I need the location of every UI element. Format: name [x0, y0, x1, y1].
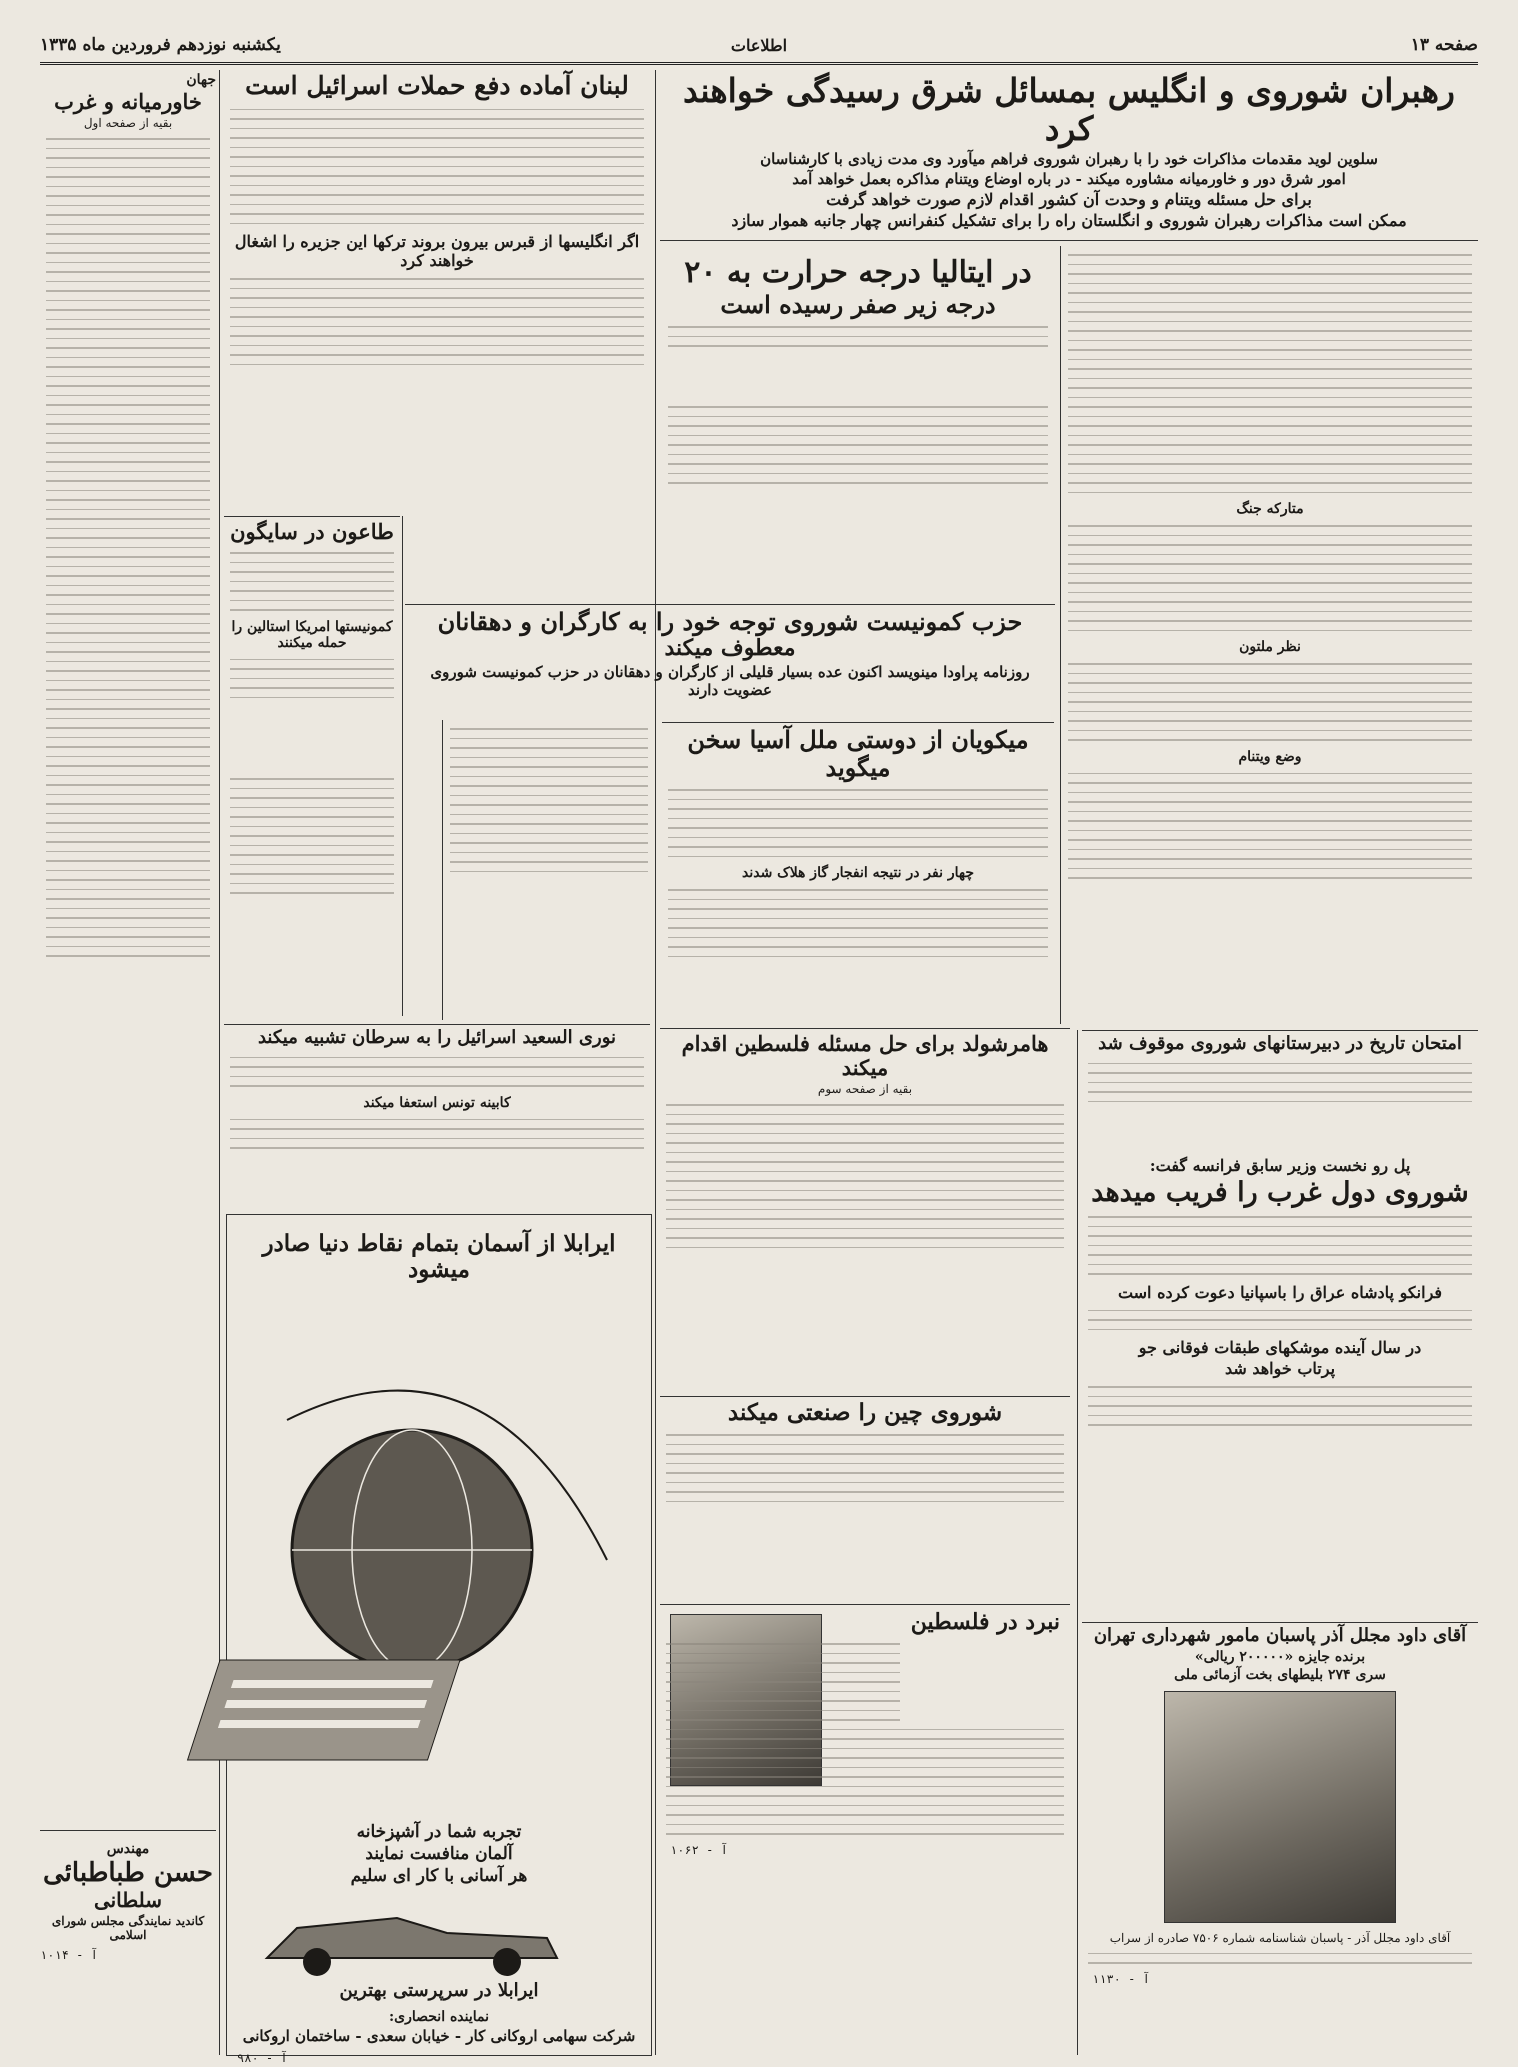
mikoyan-story: [662, 726, 1054, 1022]
plague-story: [224, 520, 400, 770]
exams-story: [1082, 1034, 1478, 1154]
ad-brand-slogan: ایرابلا از آسمان بتمام نقاط دنیا صادر میشود: [262, 1230, 616, 1284]
candidate-note: کاندید نمایندگی مجلس شورای اسلامی: [51, 1913, 205, 1942]
paper-name: اطلاعات: [730, 35, 788, 55]
palestine-code: آ - ۱۰۶۲: [670, 1842, 728, 1857]
italy-headline: در ایتالیا درجه حرارت به ۲۰: [684, 255, 1032, 290]
article-text: [1088, 1310, 1472, 1331]
car-illustration: [227, 1888, 651, 1978]
pinay-kicker: پل رو نخست وزیر سابق فرانسه گفت:: [1149, 1156, 1411, 1175]
palestine-headline: نبرد در فلسطین: [910, 1609, 1060, 1635]
article-text: [1088, 1386, 1472, 1426]
article-text: [230, 109, 644, 225]
subhead-vietnam: وضع ویتنام: [1238, 748, 1302, 765]
gas-explosion-headline: چهار نفر در نتیجه انفجار گاز هلاک شدند: [741, 865, 975, 882]
china-headline: شوروی چین را صنعتی میکند: [727, 1399, 1003, 1426]
article-text: [230, 278, 644, 365]
plague-headline: طاعون در سایگون: [230, 519, 394, 544]
article-text: [1068, 254, 1472, 493]
article-text: [1088, 1063, 1472, 1103]
main-headline: رهبران شوروی و انگلیس بمسائل شرق رسیدگی خواهند کرد: [683, 71, 1455, 148]
exams-headline: امتحان تاریخ در دبیرستانهای شوروی موقوف شد: [1098, 1033, 1462, 1054]
article-column: [224, 770, 400, 1020]
party-headline-2: معطوف میکند: [664, 634, 796, 661]
ad-agent: شرکت سهامی اروکانی کار - خیابان سعدی - ساختمان اروکانی: [242, 2026, 636, 2045]
hammarskjold-dateline: بقیه از صفحه سوم: [817, 1082, 913, 1097]
column-divider: [655, 70, 656, 2055]
party-headline: حزب کمونیست شوروی توجه خود را به کارگران و دهقانان: [437, 607, 1023, 636]
communists-headline: کمونیستها امریکا استالین را حمله میکنند: [231, 618, 393, 651]
subhead-opinion: نظر ملتون: [1239, 639, 1301, 655]
ad-slogan-1: تجربه شما در آشپزخانه: [356, 1821, 522, 1842]
party-body: [444, 720, 654, 1020]
header-rule: [40, 62, 1478, 65]
main-deck-2: امور شرق دور و خاورمیانه مشاوره میکند - در باره اوضاع ویتنام مذاکره بعمل خواهد آمد: [792, 169, 1346, 188]
jahan-column: [40, 70, 216, 2055]
article-text: [1068, 525, 1472, 631]
winner-photo: [1164, 1691, 1396, 1923]
article-text: [1088, 1216, 1472, 1275]
ad-slogan-4: ایرابلا در سرپرستی بهترین: [339, 1979, 539, 2001]
lottery-caption: آقای داود مجلل آذر - پاسبان شناسنامه شماره ۷۵۰۶ صادره از سراب: [1109, 1930, 1451, 1945]
italy-subheadline: درجه زیر صفر رسیده است: [720, 289, 996, 319]
lottery-code: آ - ۱۱۳۰: [1092, 1971, 1150, 1986]
nuri-story: [224, 1028, 650, 1218]
main-deck-4: ممکن است مذاکرات رهبران شوروی و انگلستان راه را برای تشکیل کنفرانس چهار جانبه هموار سازد: [731, 210, 1407, 230]
ad-code: آ - ۹۸۰: [237, 2050, 288, 2065]
lottery-story: [1082, 1626, 1478, 2054]
issue-date: یکشنبه نوزدهم فروردین ماه ۱۳۳۵: [40, 35, 281, 55]
party-deck: روزنامه پراودا مینویسد اکنون عده بسیار قلیلی از کارگران و دهقانان در حزب کمونیست شوروی عضویت دارند: [430, 662, 1030, 699]
lottery-prize: برنده جایزه «۲۰۰۰۰۰ ریالی»: [1194, 1648, 1366, 1665]
column-divider: [1077, 1030, 1078, 2055]
palestine-story: [660, 1610, 1070, 2054]
hammarskjold-headline: هامرشولد برای حل مسئله فلسطین اقدام میکند: [681, 1031, 1049, 1081]
lebanon-headline: لبنان آماده دفع حملات اسرائیل است: [245, 71, 629, 100]
candidate-notice: [40, 1830, 216, 1962]
advertisement: [226, 1214, 652, 2065]
ad-agent-label: نماینده انحصاری:: [388, 2008, 490, 2025]
jahan-headline: خاورمیانه و غرب: [54, 89, 202, 114]
soviets-deceive-headline: شوروی دول غرب را فریب میدهد: [1091, 1177, 1469, 1208]
franco-headline: فرانکو پادشاه عراق را باسپانیا دعوت کرده است: [1117, 1282, 1443, 1302]
subhead-ceasefire: متارکه جنگ: [1236, 501, 1304, 517]
rockets-headline: در سال آینده موشکهای طبقات فوقانی جو: [1138, 1338, 1422, 1358]
ad-slogan-2: آلمان منافست نمایند: [365, 1843, 513, 1864]
article-text: [1068, 663, 1472, 741]
article-text: [230, 659, 394, 699]
page-header: [40, 32, 1478, 58]
article-text: [230, 552, 394, 611]
candidate-title: مهندس: [106, 1841, 150, 1857]
rockets-headline-2: پرتاب خواهد شد: [1224, 1359, 1336, 1379]
article-text: [666, 1104, 1064, 1248]
lebanon-story: [224, 72, 650, 512]
article-text: [1068, 773, 1472, 879]
party-story: [405, 608, 1055, 718]
main-story-body: [1062, 246, 1478, 1024]
bulganin-story: [1082, 1154, 1478, 1584]
article-text: [668, 326, 1048, 347]
lottery-headline: آقای داود مجلل آذر پاسبان مامور شهرداری تهران: [1093, 1625, 1467, 1646]
candidate-name: حسن طباطبائی: [43, 1858, 213, 1888]
globe-illustration: [227, 1300, 651, 1820]
article-text: [46, 138, 210, 957]
italy-story: [662, 248, 1054, 398]
lottery-series: سری ۲۷۴ بلیطهای بخت آزمائی ملی: [1174, 1666, 1386, 1683]
candidate-role: سلطانی: [93, 1887, 163, 1912]
article-text: [230, 1119, 644, 1149]
page-number: صفحه ۱۳: [1410, 35, 1478, 55]
tunisia-headline: کابینه تونس استعفا میکند: [363, 1094, 511, 1111]
main-deck-1: سلوین لوید مقدمات مذاکرات خود را با رهبران شوروی فراهم میآورد وی مدت زیادی با کارشناسان: [760, 149, 1378, 168]
article-text: [230, 1057, 644, 1087]
nuri-headline: نوری السعید اسرائیل را به سرطان تشبیه میکند: [257, 1027, 617, 1048]
article-text: [1088, 1953, 1472, 1964]
jahan-dateline: بقیه از صفحه اول: [83, 116, 173, 131]
mikoyan-headline: میکویان از دوستی ملل آسیا سخن میگوید: [687, 725, 1029, 782]
section-label: جهان: [186, 72, 216, 88]
candidate-code: آ - ۱۰۱۴: [40, 1947, 98, 1962]
italy-body: [662, 398, 1054, 598]
article-text: [666, 1434, 1064, 1502]
main-story: [660, 72, 1478, 237]
china-story: [660, 1400, 1070, 1600]
main-deck-3: برای حل مسئله ویتنام و وحدت آن کشور اقدام لازم صورت خواهد گرفت: [826, 189, 1312, 209]
cyprus-headline: اگر انگلیسها از قبرس بیرون بروند ترکها این جزیره را اشغال خواهند کرد: [234, 232, 640, 271]
hammarskjold-story: [660, 1032, 1070, 1392]
article-text: [668, 789, 1048, 857]
ad-slogan-3: هر آسانی با کار ای سلیم: [350, 1865, 528, 1886]
article-text: [668, 889, 1048, 957]
